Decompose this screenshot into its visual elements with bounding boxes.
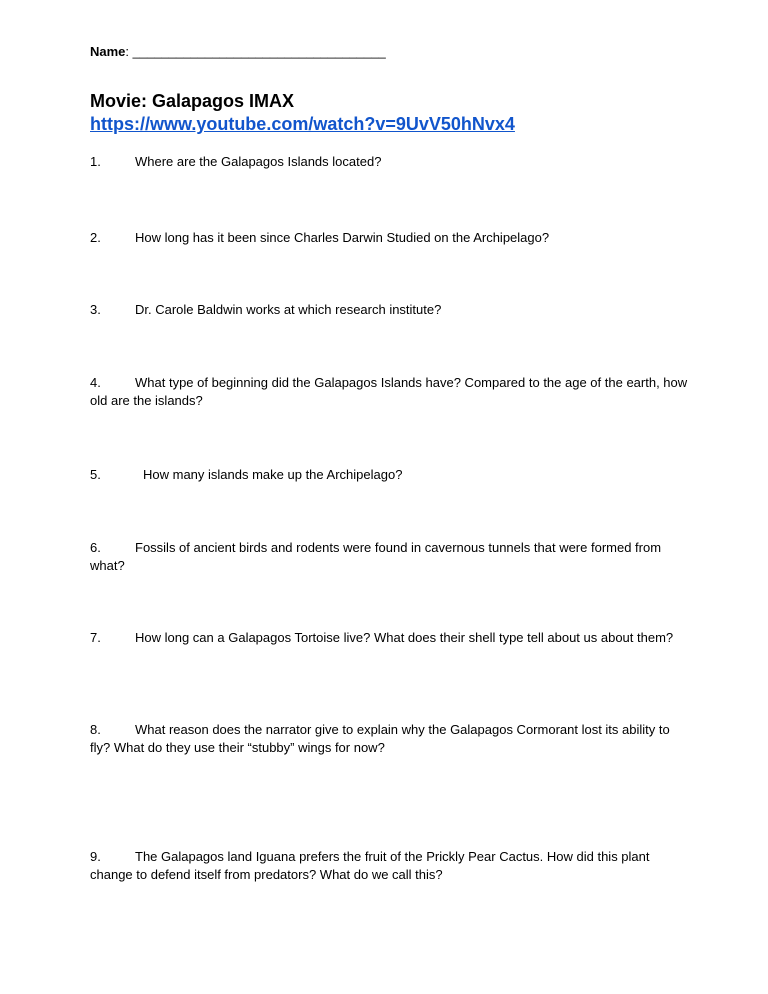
name-blank-line: ___________________________________	[132, 44, 386, 59]
question-number: 3.	[90, 302, 101, 317]
name-label: Name	[90, 44, 126, 59]
question-text: The Galapagos land Iguana prefers the fruit of the Prickly Pear Cactus. How did this plant change to defend itself from predators? What do we call this?	[90, 849, 650, 882]
question-number: 2.	[90, 230, 101, 245]
question-8	[90, 721, 690, 757]
question-number: 9.	[90, 849, 101, 864]
question-3	[90, 301, 690, 319]
question-text: How long has it been since Charles Darwin Studied on the Archipelago?	[135, 230, 550, 245]
question-4	[90, 374, 690, 410]
question-text: How many islands make up the Archipelago?	[143, 467, 403, 482]
question-text: Where are the Galapagos Islands located?	[135, 154, 382, 169]
question-5	[90, 466, 690, 484]
video-link[interactable]: https://www.youtube.com/watch?v=9UvV50hNvx4	[90, 114, 515, 134]
question-text: What reason does the narrator give to explain why the Galapagos Cormorant lost its ability to fly? What do they use their “stubby” wings for now?	[90, 722, 670, 755]
question-9	[90, 848, 690, 884]
name-colon: :	[125, 44, 130, 59]
question-text: Fossils of ancient birds and rodents were found in cavernous tunnels that were formed from what?	[90, 540, 662, 573]
question-text: How long can a Galapagos Tortoise live? What does their shell type tell about us about them?	[135, 630, 674, 645]
question-6	[90, 539, 690, 575]
question-2	[90, 229, 690, 247]
name-field	[90, 44, 386, 59]
question-text: Dr. Carole Baldwin works at which research institute?	[135, 302, 442, 317]
question-number: 5.	[90, 467, 101, 482]
question-number: 6.	[90, 540, 101, 555]
page-title: Movie: Galapagos IMAX	[90, 91, 295, 111]
question-number: 1.	[90, 154, 101, 169]
question-number: 4.	[90, 375, 101, 390]
question-1	[90, 153, 690, 171]
question-text: What type of beginning did the Galapagos Islands have? Compared to the age of the earth, how old are the islands?	[90, 375, 688, 408]
question-7	[90, 629, 690, 647]
question-number: 7.	[90, 630, 101, 645]
question-number: 8.	[90, 722, 101, 737]
